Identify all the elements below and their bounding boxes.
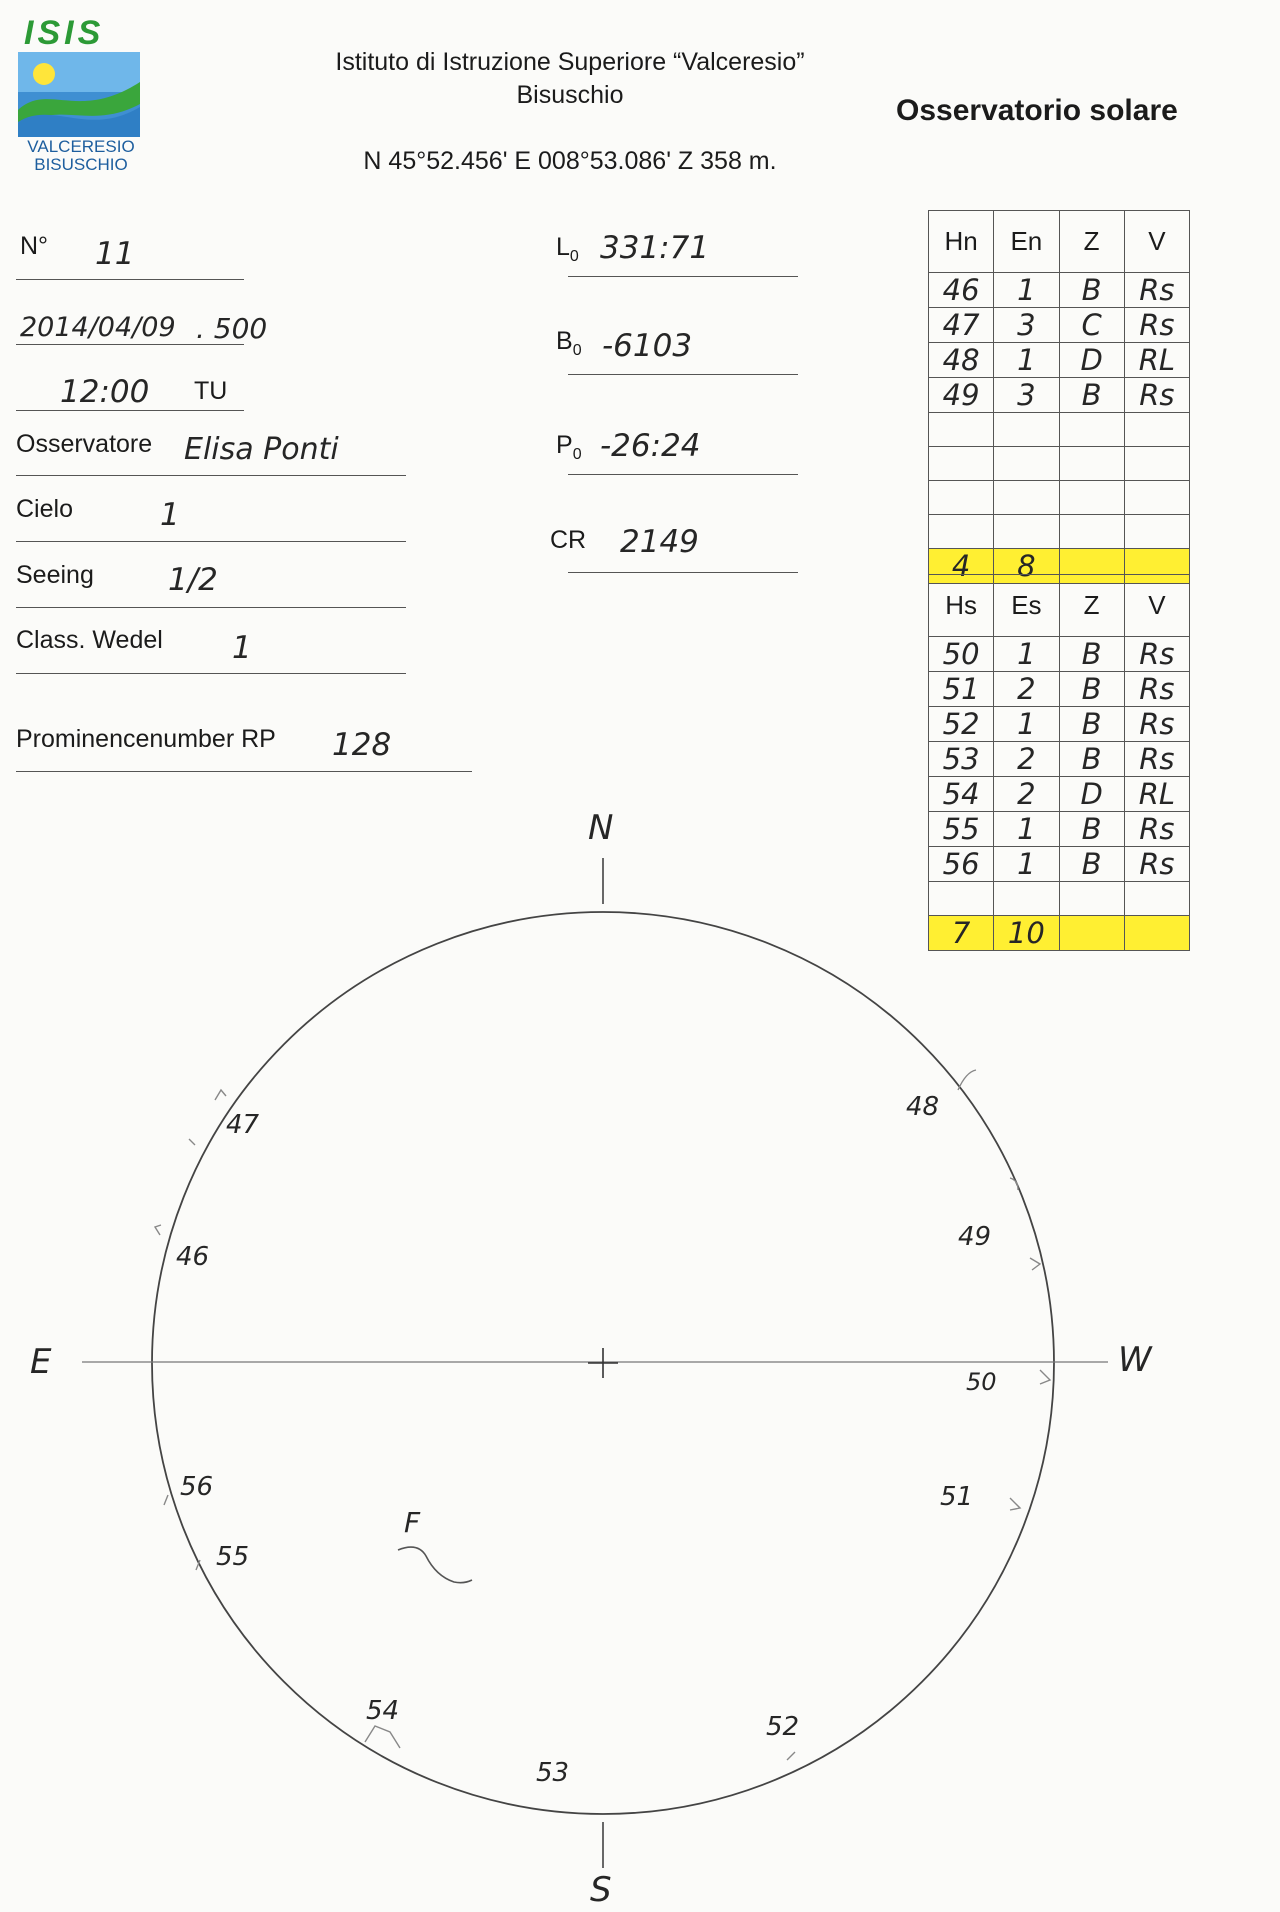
table-cell: 52 <box>929 707 994 742</box>
prominence-label: 50 <box>966 1368 997 1396</box>
table-cell: Rs <box>1124 847 1189 882</box>
prominence-label: 53 <box>536 1758 570 1788</box>
table-cell: B <box>1059 847 1124 882</box>
south-total-count: 7 <box>929 916 994 951</box>
south-header-hs: Hs <box>929 575 994 637</box>
table-cell: RL <box>1124 777 1189 812</box>
institute-line2: Bisuschio <box>516 81 624 109</box>
table-cell: B <box>1059 672 1124 707</box>
page-title: Osservatorio solare <box>896 94 1178 127</box>
table-cell: Rs <box>1124 707 1189 742</box>
p0-value: -26:24 <box>600 428 701 464</box>
table-cell: 50 <box>929 637 994 672</box>
cr-label: CR <box>550 526 587 554</box>
l0-value: 331:71 <box>600 230 710 266</box>
table-cell: Rs <box>1124 378 1189 413</box>
prominence-label: 54 <box>366 1696 400 1726</box>
filament-sketch <box>398 1547 472 1583</box>
north-header-v: V <box>1124 211 1189 273</box>
table-cell: 51 <box>929 672 994 707</box>
table-cell: Rs <box>1124 273 1189 308</box>
table-cell: Rs <box>1124 812 1189 847</box>
north-header-hn: Hn <box>929 211 994 273</box>
date-fraction: . 500 <box>196 312 268 345</box>
table-cell: C <box>1059 308 1124 343</box>
table-cell: 1 <box>994 707 1059 742</box>
wedel-value: 1 <box>232 630 252 666</box>
table-cell: Rs <box>1124 672 1189 707</box>
table-cell: 3 <box>994 308 1059 343</box>
table-cell: 48 <box>929 343 994 378</box>
prominence-number-label: Prominencenumber RP <box>16 725 276 753</box>
table-cell: 1 <box>994 343 1059 378</box>
south-header-v: V <box>1124 575 1189 637</box>
north-total-events: 8 <box>994 549 1059 584</box>
table-cell: B <box>1059 378 1124 413</box>
table-cell: 1 <box>994 847 1059 882</box>
seeing-label: Seeing <box>16 561 94 589</box>
table-cell: B <box>1059 273 1124 308</box>
cr-value: 2149 <box>620 524 699 560</box>
table-cell: D <box>1059 777 1124 812</box>
logo-caption-line1: VALCERESIO <box>27 137 135 156</box>
prominence-number-value: 128 <box>332 727 392 763</box>
filament-label: F <box>404 1506 421 1539</box>
table-cell: Rs <box>1124 308 1189 343</box>
observer-value: Elisa Ponti <box>184 432 339 467</box>
observatory-coordinates: N 45°52.456' E 008°53.086' Z 358 m. <box>363 147 777 175</box>
prominence-label: 55 <box>216 1542 250 1572</box>
table-cell: 46 <box>929 273 994 308</box>
b0-label: $B_0$ <box>556 327 582 359</box>
table-cell: 2 <box>994 742 1059 777</box>
time-unit: TU <box>194 377 228 405</box>
south-header-es: Es <box>994 575 1059 637</box>
prominence-sketch <box>155 1090 226 1235</box>
south-label: S <box>590 1870 612 1910</box>
time-value: 12:00 <box>60 374 150 410</box>
table-cell: B <box>1059 637 1124 672</box>
prominence-label: 56 <box>180 1472 214 1502</box>
table-cell: B <box>1059 707 1124 742</box>
table-cell: RL <box>1124 343 1189 378</box>
table-cell: B <box>1059 812 1124 847</box>
table-cell: 47 <box>929 308 994 343</box>
table-cell: 53 <box>929 742 994 777</box>
table-cell: 2 <box>994 777 1059 812</box>
table-cell: 49 <box>929 378 994 413</box>
number-value: 11 <box>95 236 135 272</box>
wedel-label: Class. Wedel <box>16 626 163 654</box>
prominence-label: 46 <box>176 1242 210 1272</box>
date-value: 2014/04/09 <box>20 312 176 343</box>
west-label: W <box>1118 1340 1152 1380</box>
seeing-value: 1/2 <box>168 562 218 598</box>
table-cell: 54 <box>929 777 994 812</box>
number-label: N° <box>20 232 49 260</box>
sky-value: 1 <box>160 497 180 533</box>
table-cell: 1 <box>994 273 1059 308</box>
north-label: N <box>588 808 614 848</box>
north-header-z: Z <box>1059 211 1124 273</box>
north-total-count: 4 <box>929 549 994 584</box>
prominence-label: 51 <box>940 1482 974 1512</box>
logo-caption-line2: BISUSCHIO <box>34 155 128 174</box>
table-cell: D <box>1059 343 1124 378</box>
table-cell: 1 <box>994 812 1059 847</box>
south-header-z: Z <box>1059 575 1124 637</box>
table-cell: 3 <box>994 378 1059 413</box>
east-label: E <box>30 1342 52 1382</box>
logo-text: ISIS <box>24 14 105 52</box>
north-header-en: En <box>994 211 1059 273</box>
south-total-events: 10 <box>994 916 1059 951</box>
table-cell: 56 <box>929 847 994 882</box>
b0-value: -6103 <box>602 328 693 364</box>
prominence-label: 52 <box>766 1712 800 1742</box>
table-cell: Rs <box>1124 637 1189 672</box>
l0-label: $L_0$ <box>556 233 579 265</box>
sky-label: Cielo <box>16 495 73 523</box>
observer-label: Osservatore <box>16 430 153 458</box>
table-cell: B <box>1059 742 1124 777</box>
institute-line1: Istituto di Istruzione Superiore “Valceresio” <box>335 48 805 76</box>
prominence-label: 47 <box>226 1110 260 1140</box>
table-cell: 1 <box>994 637 1059 672</box>
prominence-sketch <box>164 1495 1020 1760</box>
table-cell: 2 <box>994 672 1059 707</box>
table-cell: 55 <box>929 812 994 847</box>
table-cell: Rs <box>1124 742 1189 777</box>
prominence-label: 49 <box>958 1222 992 1252</box>
p0-label: $P_0$ <box>556 431 582 463</box>
prominence-label: 48 <box>906 1092 940 1122</box>
